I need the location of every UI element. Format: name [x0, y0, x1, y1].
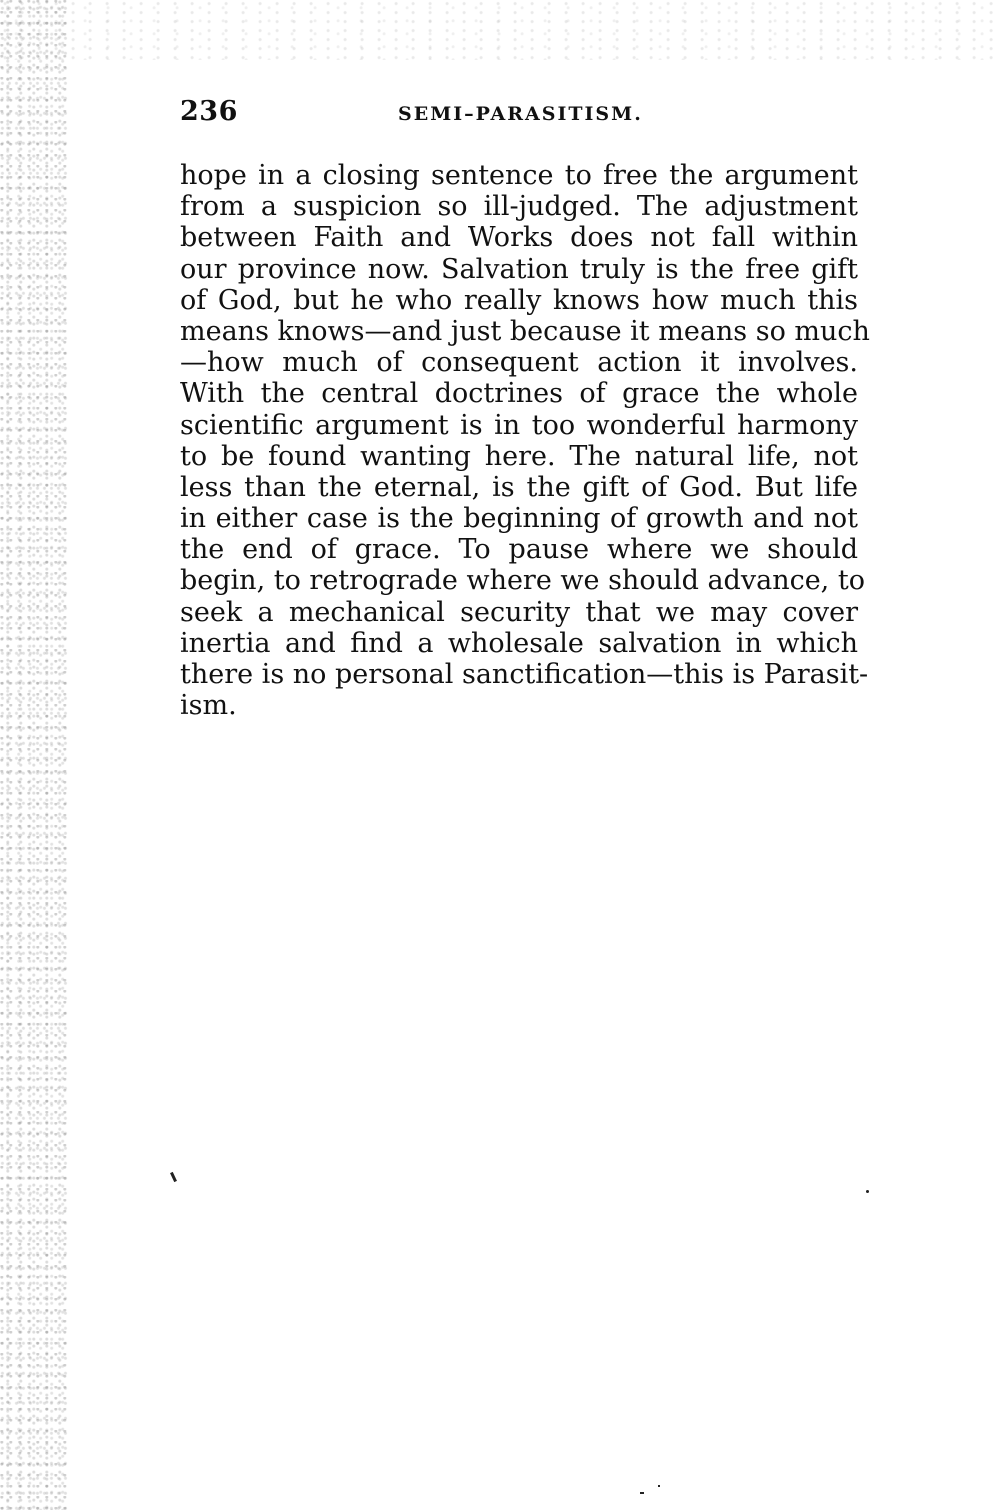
- stray-ink-mark: [170, 1172, 177, 1182]
- text-line: of God, but he who really knows how much this: [180, 284, 858, 316]
- running-head: [180, 96, 860, 136]
- text-line: hope in a closing sentence to free the argument: [180, 160, 858, 191]
- text-line: to be found wanting here. The natural life, not: [180, 440, 858, 472]
- text-line: in either case is the beginning of growth and not: [180, 503, 858, 535]
- scan-edge-noise: [0, 0, 70, 1510]
- page-number: 236: [180, 96, 238, 127]
- text-line-last: ism.: [180, 690, 237, 722]
- text-line: means knows—and just because it means so much: [180, 315, 870, 347]
- stray-ink-dot: [640, 1492, 644, 1494]
- body-paragraph: [180, 160, 870, 722]
- scan-top-noise: [0, 0, 1000, 60]
- text-line: from a suspicion so ill-judged. The adjustment: [180, 191, 858, 223]
- page-header-title: SEMI–PARASITISM.: [398, 103, 643, 125]
- text-line: inertia and find a wholesale salvation in which: [180, 627, 858, 659]
- stray-ink-dot: [658, 1485, 660, 1487]
- stray-ink-dot: [866, 1190, 869, 1193]
- text-line: seek a mechanical security that we may cover: [180, 596, 858, 628]
- text-line: begin, to retrograde where we should advance, to: [180, 565, 865, 597]
- text-line: our province now. Salvation truly is the free gift: [180, 253, 858, 285]
- text-line: less than the eternal, is the gift of God. But life: [180, 471, 858, 503]
- text-line: With the central doctrines of grace the whole: [180, 378, 858, 410]
- text-line: there is no personal sanctification—this is Parasit-: [180, 659, 869, 690]
- text-line: between Faith and Works does not fall within: [180, 222, 858, 254]
- text-line: —how much of consequent action it involves.: [180, 347, 858, 379]
- text-line: the end of grace. To pause where we should: [180, 534, 858, 566]
- text-line: scientific argument is in too wonderful harmony: [180, 409, 858, 441]
